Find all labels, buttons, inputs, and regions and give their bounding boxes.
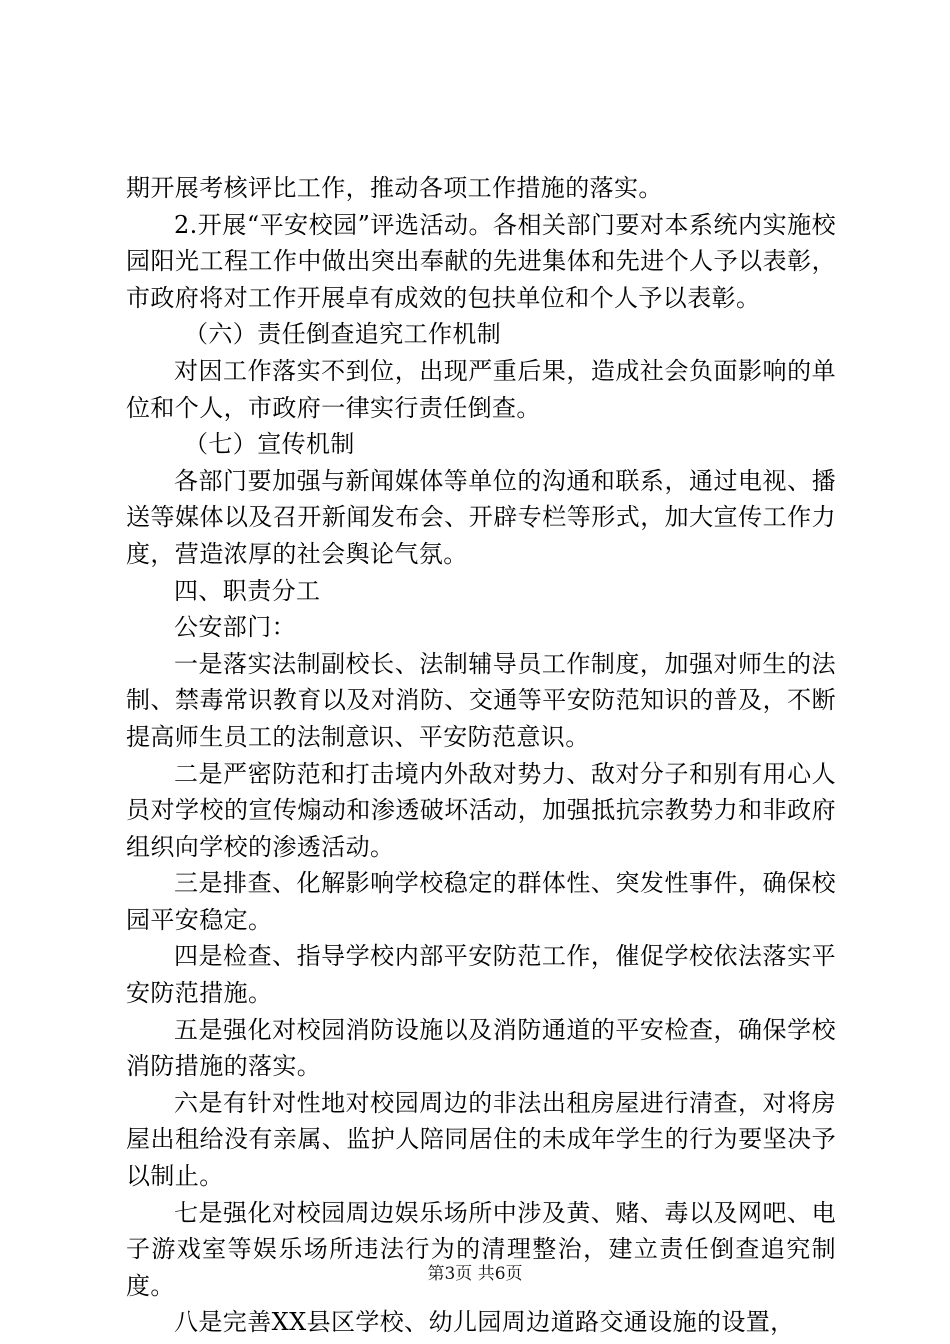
- duty-item-8: 八是完善XX县区学校、幼儿园周边道路交通设施的设置，: [174, 1308, 795, 1337]
- subheading-police: 公安部门：: [174, 613, 296, 642]
- paragraph-2: 2.开展“平安校园”评选活动。各相关部门要对本系统内实施校园阳光工程工作中做出突出奉献的先进集体和先进个人予以表彰，市政府将对工作开展卓有成效的包扶单位和个人予以表彰。: [126, 210, 836, 312]
- duty-item-5: 五是强化对校园消防设施以及消防通道的平安检查，确保学校消防措施的落实。: [126, 1015, 836, 1081]
- duty-item-4: 四是检查、指导学校内部平安防范工作，催促学校依法落实平安防范措施。: [126, 942, 836, 1008]
- paragraph-4: 各部门要加强与新闻媒体等单位的沟通和联系，通过电视、播送等媒体以及召开新闻发布会、开辟专栏等形式，加大宣传工作力度，营造浓厚的社会舆论气氛。: [126, 466, 836, 568]
- duty-item-7: 七是强化对校园周边娱乐场所中涉及黄、赌、毒以及网吧、电子游戏室等娱乐场所违法行为的清理整治，建立责任倒查追究制度。: [126, 1198, 836, 1300]
- duty-item-3: 三是排查、化解影响学校稳定的群体性、突发性事件，确保校园平安稳定。: [126, 869, 836, 934]
- page-footer: [0, 1264, 950, 1284]
- duty-item-2: 二是严密防范和打击境内外敌对势力、敌对分子和别有用心人员对学校的宣传煽动和渗透破坏活动，加强抵抗宗教势力和非政府组织向学校的渗透活动。: [126, 759, 836, 861]
- page-number: 第3页 共6页: [427, 1264, 523, 1284]
- duty-item-1: 一是落实法制副校长、法制辅导员工作制度，加强对师生的法制、禁毒常识教育以及对消防、交通等平安防范知识的普及，不断提高师生员工的法制意识、平安防范意识。: [126, 649, 836, 751]
- document-body: [126, 170, 836, 1341]
- paragraph-1: 期开展考核评比工作，推动各项工作措施的落实。: [126, 174, 663, 202]
- section-heading-6: （六）责任倒查追究工作机制: [184, 320, 502, 349]
- section-heading-4: 四、职责分工: [174, 576, 321, 605]
- duty-item-6: 六是有针对性地对校园周边的非法出租房屋进行清查，对将房屋出租给没有亲属、监护人陪同居住的未成年学生的行为要坚决予以制止。: [126, 1088, 836, 1191]
- section-heading-7: （七）宣传机制: [184, 430, 355, 459]
- paragraph-3: 对因工作落实不到位，出现严重后果，造成社会负面影响的单位和个人，市政府一律实行责任倒查。: [126, 356, 836, 422]
